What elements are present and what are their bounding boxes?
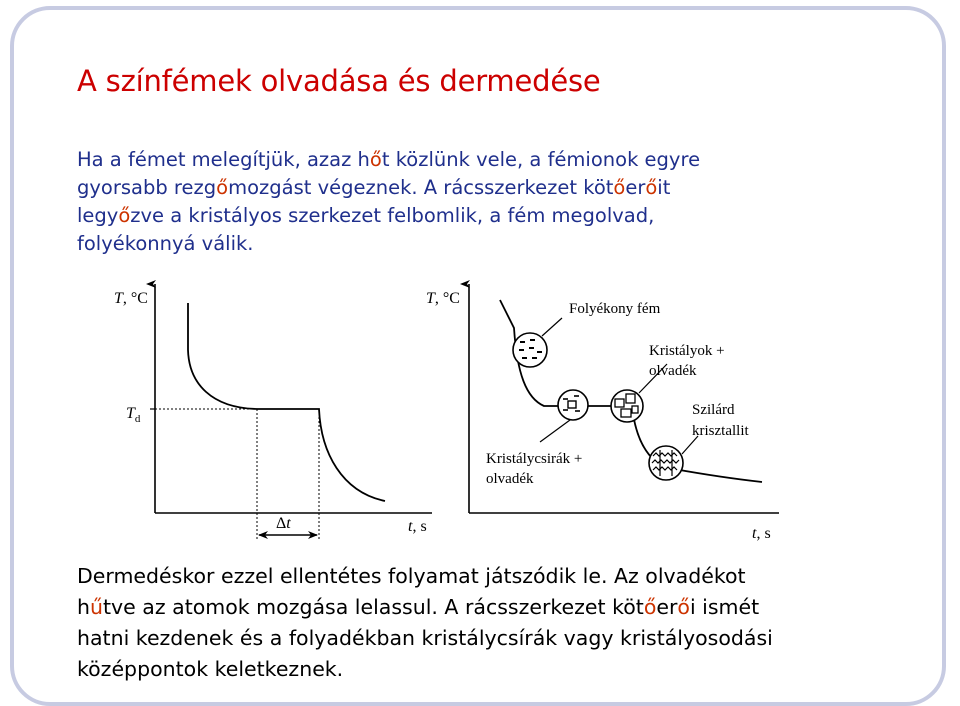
solid-label-line1: Szilárd (692, 402, 735, 418)
solid-crystallite-circle (649, 446, 683, 480)
crystals-melt-circle (611, 390, 643, 422)
outro-line-4: középpontok keletkeznek. (77, 657, 344, 681)
nuclei-label-line2: olvadék (486, 471, 534, 487)
slide-title: A színfémek olvadása és dermedése (77, 64, 601, 98)
crystals-label-line1: Kristályok + (649, 343, 725, 359)
liquid-metal-circle (513, 333, 547, 367)
solid-label-line2: krisztallit (692, 423, 749, 439)
intro-line-2: gyorsabb rezgőmozgást végeznek. A rácsszerkezet kötőerőit (77, 176, 671, 199)
left-td-label: $T_d$ (126, 405, 141, 425)
crystal-nuclei-circle (558, 390, 588, 420)
nuclei-label-pointer (540, 420, 570, 442)
intro-line-4: folyékonnyá válik. (77, 232, 254, 255)
intro-line-1: Ha a fémet melegítjük, azaz hőt közlünk vele, a fémionok egyre (77, 148, 701, 171)
left-cooling-curve (188, 303, 385, 501)
outro-line-1: Dermedéskor ezzel ellentétes folyamat játszódik le. Az olvadékot (77, 564, 746, 588)
intro-line-3: legyőzve a kristályos szerkezet felbomlik, a fém megolvad, (77, 204, 655, 227)
liquid-metal-label: Folyékony fém (569, 301, 661, 317)
crystals-label-line2: olvadék (649, 363, 697, 379)
cooling-curve-figure (112, 278, 790, 555)
right-x-axis-label: t, s (752, 525, 771, 542)
nuclei-label-line1: Kristálycsirák + (486, 451, 583, 467)
left-y-axis-label: T, °C (114, 290, 148, 307)
outro-paragraph (77, 561, 773, 685)
right-y-axis-label: T, °C (426, 290, 460, 307)
right-crystallization-diagram (426, 284, 779, 542)
liquid-label-pointer (542, 318, 562, 336)
left-x-axis-label: t, s (408, 518, 427, 535)
outro-line-2: hűtve az atomok mozgása lelassul. A rácsszerkezet kötőerői ismét (77, 595, 760, 619)
delta-t-label: Δt (276, 515, 291, 532)
left-cooling-diagram (114, 284, 432, 540)
intro-paragraph (77, 146, 700, 258)
outro-line-3: hatni kezdenek és a folyadékban kristálycsírák vagy kristályosodási (77, 626, 773, 650)
